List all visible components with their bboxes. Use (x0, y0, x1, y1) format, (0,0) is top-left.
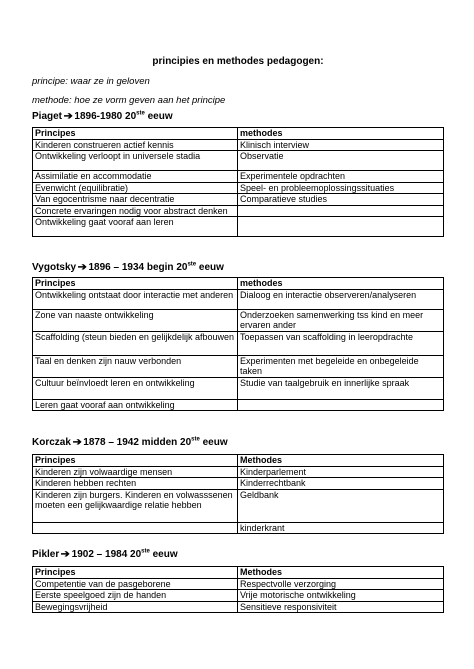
method-cell: Observatie (238, 151, 444, 171)
table-row (33, 377, 444, 399)
method-cell: Comparatieve studies (238, 194, 444, 206)
method-cell: kinderkrant (238, 522, 444, 534)
table-row (33, 399, 444, 411)
table-piaget (32, 127, 444, 237)
section-name: Pikler (32, 549, 60, 560)
principle-cell: Leren gaat vooraf aan ontwikkeling (33, 399, 238, 411)
arrow-right-icon: ➔ (60, 549, 71, 560)
method-cell: Studie van taalgebruik en innerlijke spraak (238, 377, 444, 399)
century-label: eeuw (144, 111, 173, 122)
principle-cell: Scaffolding (steun bieden en gelijkdelijk afbouwen (33, 331, 238, 355)
principle-cell: Cultuur beïnvloedt leren en ontwikkeling (33, 377, 238, 399)
method-cell: Experimenten met begeleide en onbegeleide taken (238, 355, 444, 377)
arrow-right-icon: ➔ (63, 111, 73, 122)
principle-cell: Taal en denken zijn nauw verbonden (33, 355, 238, 377)
column-header-methods: Methodes (238, 567, 444, 579)
section-heading-vygotsky (32, 262, 224, 273)
table-row (33, 205, 444, 217)
section-name: Piaget (32, 111, 63, 122)
table-row (33, 194, 444, 206)
ordinal-suffix: ste (187, 261, 197, 268)
method-cell: Sensitieve responsiviteit (238, 601, 444, 613)
principle-cell: Zone van naaste ontwikkeling (33, 309, 238, 331)
column-header-principles: Principes (33, 128, 238, 140)
method-cell: Experimentele opdrachten (238, 171, 444, 183)
principle-cell (33, 522, 238, 534)
principle-cell: Concrete ervaringen nodig voor abstract denken (33, 205, 238, 217)
table-row (33, 289, 444, 309)
section-dates: 1902 – 1984 20 (71, 549, 142, 560)
table-pikler (32, 566, 444, 613)
method-cell: Kinderparlement (238, 466, 444, 478)
table-row (33, 182, 444, 194)
method-cell: Respectvolle verzorging (238, 578, 444, 590)
principle-cell: Evenwicht (equilibratie) (33, 182, 238, 194)
column-header-principles: Principes (33, 278, 238, 290)
table-vygotsky (32, 277, 444, 411)
principle-cell: Kinderen zijn volwaardige mensen (33, 466, 238, 478)
column-header-methods: Methodes (238, 455, 444, 467)
table-row (33, 151, 444, 171)
section-heading-korczak (32, 437, 228, 448)
section-name: Vygotsky (32, 262, 77, 273)
principle-cell: Kinderen construeren actief kennis (33, 139, 238, 151)
table-row (33, 139, 444, 151)
column-header-methods: methodes (238, 278, 444, 290)
section-dates: 1896 – 1934 begin 20 (88, 262, 188, 273)
principle-cell: Kinderen hebben rechten (33, 478, 238, 490)
method-cell: Vrije motorische ontwikkeling (238, 590, 444, 602)
section-name: Korczak (32, 437, 71, 448)
principle-cell: Kinderen zijn burgers. Kinderen en volwasssenen moeten een gelijkwaardige relatie hebben (33, 489, 238, 522)
table-row (33, 578, 444, 590)
table-row (33, 309, 444, 331)
method-cell (238, 217, 444, 237)
ordinal-suffix: ste (136, 110, 145, 117)
method-cell: Toepassen van scaffolding in leeropdrachte (238, 331, 444, 355)
arrow-right-icon: ➔ (77, 262, 87, 273)
column-header-principles: Principes (33, 567, 238, 579)
section-heading-piaget (32, 111, 173, 122)
table-row (33, 331, 444, 355)
ordinal-suffix: ste (141, 548, 150, 555)
column-header-principles: Principes (33, 455, 238, 467)
ordinal-suffix: ste (191, 436, 200, 443)
table-row (33, 522, 444, 534)
principle-cell: Eerste speelgoed zijn de handen (33, 590, 238, 602)
century-label: eeuw (149, 549, 178, 560)
method-cell: Onderzoeken samenwerking tss kind en meer ervaren ander (238, 309, 444, 331)
table-row (33, 590, 444, 602)
table-row (33, 478, 444, 490)
table-row (33, 466, 444, 478)
method-cell: Speel- en probleemoplossingssituaties (238, 182, 444, 194)
principle-cell: Ontwikkeling verloopt in universele stadia (33, 151, 238, 171)
table-row (33, 601, 444, 613)
section-heading-pikler (32, 549, 178, 560)
principle-cell: Assimilatie en accommodatie (33, 171, 238, 183)
method-cell: Kinderrechtbank (238, 478, 444, 490)
principle-cell: Ontwikkeling ontstaat door interactie met anderen (33, 289, 238, 309)
principle-cell: Competentie van de pasgeborene (33, 578, 238, 590)
principle-cell: Bewegingsvrijheid (33, 601, 238, 613)
table-header-row (33, 278, 444, 290)
table-row (33, 171, 444, 183)
section-dates: 1896-1980 20 (74, 111, 137, 122)
method-cell (238, 205, 444, 217)
method-cell (238, 399, 444, 411)
table-header-row (33, 567, 444, 579)
method-cell: Dialoog en interactie observeren/analyseren (238, 289, 444, 309)
column-header-methods: methodes (238, 128, 444, 140)
method-cell: Klinisch interview (238, 139, 444, 151)
method-cell: Geldbank (238, 489, 444, 522)
table-row (33, 489, 444, 522)
century-label: eeuw (199, 437, 228, 448)
table-row (33, 217, 444, 237)
page-title: principies en methodes pedagogen: (152, 56, 324, 67)
table-row (33, 355, 444, 377)
arrow-right-icon: ➔ (72, 437, 82, 448)
intro-principle: principe: waar ze in geloven (32, 76, 150, 87)
table-header-row (33, 128, 444, 140)
century-label: eeuw (196, 262, 224, 273)
table-header-row (33, 455, 444, 467)
principle-cell: Van egocentrisme naar decentratie (33, 194, 238, 206)
section-dates: 1878 – 1942 midden 20 (83, 437, 192, 448)
intro-method: methode: hoe ze vorm geven aan het principe (32, 95, 226, 106)
principle-cell: Ontwikkeling gaat vooraf aan leren (33, 217, 238, 237)
table-korczak (32, 454, 444, 534)
